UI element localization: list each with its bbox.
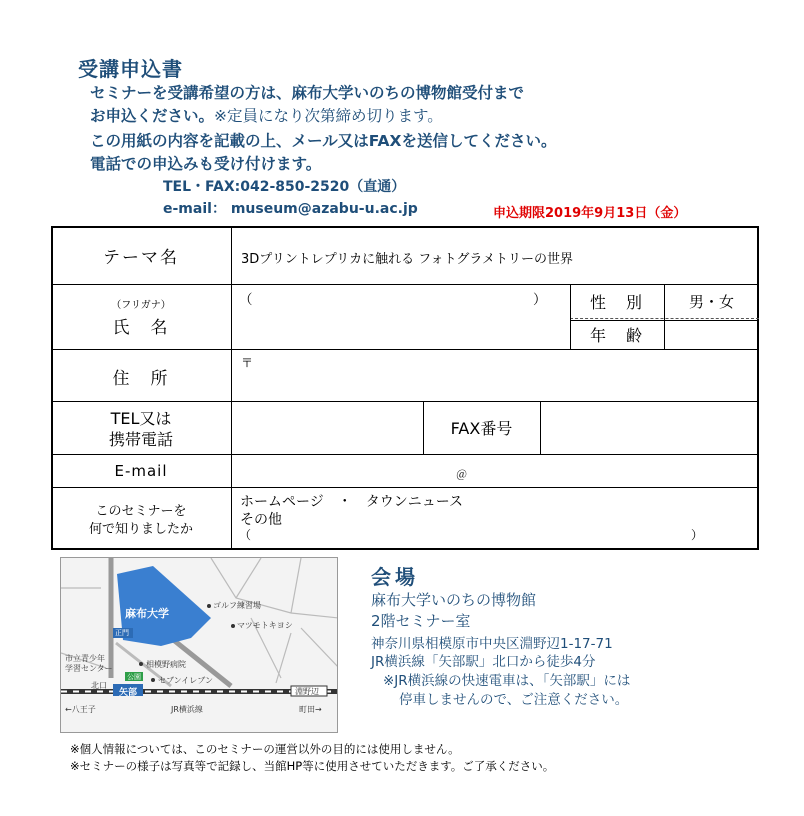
fax-label: FAX番号: [450, 419, 513, 438]
map-machida-label: 町田→: [299, 705, 322, 714]
privacy-note: ※個人情報については、このセミナーの運営以外の目的には使用しません。: [70, 742, 460, 756]
at-mark: ＠: [456, 468, 467, 481]
map-azabu-label: 麻布大学: [125, 607, 169, 620]
access-map: [60, 557, 338, 733]
source-label-1: このセミナーを: [95, 503, 187, 519]
venue-note-2: 停車しませんので、ご注意ください。: [399, 692, 629, 708]
map-park-label: 公園: [127, 673, 141, 681]
name-label: 氏 名: [112, 317, 170, 338]
furigana-paren-close: ）: [533, 292, 547, 308]
map-north-exit-label: 北口: [91, 681, 107, 690]
venue-name: 麻布大学いのちの博物館: [371, 591, 537, 609]
map-fuchinobe-label: 淵野辺: [295, 687, 319, 696]
map-yabe-label: 矢部: [119, 688, 138, 698]
email-address: museum@azabu-u.ac.jp: [230, 201, 418, 217]
theme-label: テーマ名: [103, 247, 179, 268]
intro-line-2-bold: お申込ください。: [90, 107, 215, 125]
gender-label: 性 別: [589, 293, 644, 312]
tel-label-2: 携帯電話: [108, 429, 173, 449]
photo-note: ※セミナーの様子は写真等で記録し、当館HP等に使用させていただきます。ご了承ください。: [70, 759, 555, 773]
tel-fax-number: TEL・FAX:042-850-2520（直通）: [163, 179, 406, 195]
map-youth-center-1: 市立青少年: [65, 654, 105, 663]
map-golf-label: ゴルフ練習場: [213, 601, 261, 610]
map-seven-label: セブンイレブン: [158, 676, 213, 685]
rule-2: [51, 349, 759, 350]
email-field[interactable]: [233, 456, 757, 486]
map-jr-line-label: JR横浜線: [171, 705, 203, 714]
venue-note-1: ※JR横浜線の快速電車は、「矢部駅」には: [383, 673, 631, 689]
map-youth-center-2: 学習センター: [65, 664, 113, 673]
map-hospital-label: 相模野病院: [146, 660, 186, 669]
label-divider: [231, 226, 232, 550]
form-title: 受講申込書: [78, 57, 183, 81]
name-field[interactable]: [233, 306, 569, 348]
theme-value: 3Dプリントレプリカに触れる フォトグラメトリーの世界: [241, 252, 573, 267]
intro-line-3: この用紙の内容を記載の上、メール又はFAXを送信してください。: [90, 132, 557, 150]
contact-email: [163, 198, 418, 218]
application-form: [51, 226, 759, 550]
tel-field[interactable]: [233, 403, 422, 453]
venue-address: 神奈川県相模原市中央区淵野辺1-17-71: [371, 636, 613, 652]
intro-line-2: [90, 104, 443, 126]
intro-line-4: 電話での申込みも受け付けます。: [90, 155, 322, 173]
address-label: 住 所: [112, 368, 170, 389]
age-field[interactable]: [664, 320, 759, 349]
intro-line-1: セミナーを受講希望の方は、麻布大学いのちの博物館受付まで: [90, 84, 525, 102]
email-row-label: E-mail: [114, 461, 168, 480]
source-option-1: ホームページ ・ タウンニュース: [240, 494, 464, 510]
address-field[interactable]: [233, 351, 757, 400]
fax-field[interactable]: [542, 403, 757, 453]
map-hachioji-label: ←八王子: [65, 705, 96, 714]
rule-3: [51, 401, 759, 402]
gender-value: 男・女: [688, 293, 734, 311]
rule-5: [51, 487, 759, 488]
map-gate-label: 正門: [115, 629, 129, 637]
postal-mark: 〒: [241, 356, 254, 370]
furigana-label: （フリガナ）: [111, 299, 171, 311]
source-option-2: その他: [240, 512, 282, 528]
furigana-paren-open: （: [239, 292, 253, 308]
source-label-2: 何で知りましたか: [88, 521, 193, 537]
deadline: 申込期限2019年9月13日（金）: [493, 206, 687, 221]
intro-line-2-normal: ※定員になり次第締め切ります。: [214, 107, 443, 125]
venue-heading: 会場: [371, 565, 419, 589]
age-label: 年 齢: [589, 326, 644, 345]
fax-divider-2: [540, 401, 541, 454]
email-label: e-mail：: [163, 201, 226, 217]
venue-access: JR横浜線「矢部駅」北口から徒歩4分: [371, 654, 596, 670]
venue-room: 2階セミナー室: [371, 612, 471, 630]
map-matsumoto-label: マツモトキヨシ: [237, 621, 293, 630]
source-paren-open: （: [239, 528, 252, 542]
source-paren-close: ）: [691, 528, 704, 542]
tel-label-1: TEL又は: [110, 408, 172, 428]
